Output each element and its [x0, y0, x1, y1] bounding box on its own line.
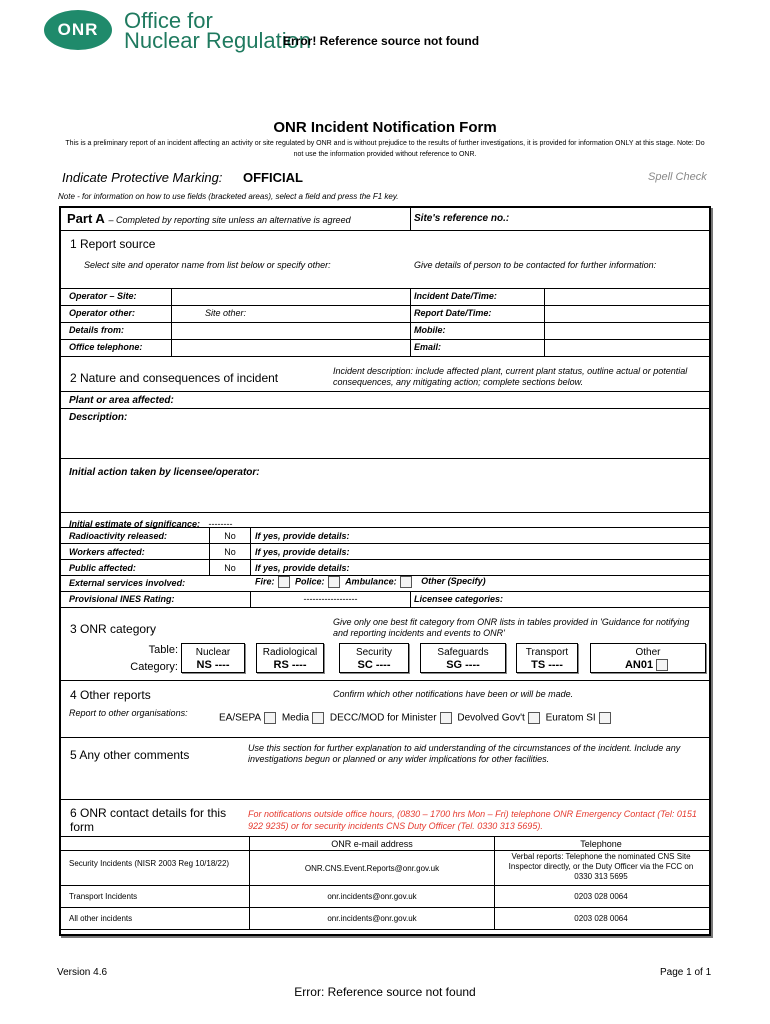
incident-datetime-label: Incident Date/Time: — [414, 291, 497, 301]
category-nuclear-code: NS ---- — [196, 659, 230, 671]
category-transport-code: TS ---- — [531, 659, 563, 671]
part-a-title: Part A — [67, 211, 105, 226]
section-3-heading: 3 ONR category — [70, 622, 157, 636]
category-security[interactable] — [339, 643, 409, 673]
decc-mod-checkbox[interactable] — [440, 712, 452, 724]
section-1-left-hint: Select site and operator name from list below or specify other: — [84, 260, 331, 270]
section-3-hint: Give only one best fit category from ONR lists in tables provided in 'Guidance for notifying and reporting incidents and events to ONR' — [333, 617, 690, 638]
media-checkbox[interactable] — [312, 712, 324, 724]
part-a-header — [67, 211, 351, 226]
part-a-subtitle: – Completed by reporting site unless an alternative is agreed — [108, 215, 351, 225]
operator-other-label: Operator other: — [69, 308, 136, 318]
email-column-header: ONR e-mail address — [331, 839, 413, 849]
significance-row[interactable] — [69, 514, 232, 532]
category-safeguards[interactable] — [420, 643, 506, 673]
ea-sepa-checkbox[interactable] — [264, 712, 276, 724]
external-services-label: External services involved: — [69, 578, 186, 588]
site-reference-field[interactable]: Site's reference no.: — [414, 213, 510, 224]
category-radiological[interactable] — [256, 643, 324, 673]
contact-row-email[interactable]: ONR.CNS.Event.Reports@onr.gov.uk — [304, 864, 440, 873]
section-2-heading: 2 Nature and consequences of incident — [70, 371, 279, 385]
ines-label: Provisional INES Rating: — [69, 594, 175, 604]
category-other-name: Other — [635, 647, 661, 658]
significance-value[interactable]: -------- — [208, 519, 233, 529]
phone-column-header: Telephone — [580, 839, 622, 849]
logo-text-line1: Office for — [124, 8, 213, 33]
email-label: Email: — [414, 342, 442, 352]
section-4-heading: 4 Other reports — [70, 688, 151, 702]
contact-row-type: All other incidents — [69, 914, 133, 923]
office-telephone-label: Office telephone: — [69, 342, 143, 352]
category-other-code: AN01 — [624, 659, 654, 671]
header-error-ref: Error! Reference source not found — [283, 34, 480, 48]
contact-row-email[interactable]: onr.incidents@onr.gov.uk — [327, 892, 417, 901]
intro-text: This is a preliminary report of an incident affecting an activity or site regulated by ONR and is without prejudice to the results of further investigations, it is provided for information ONLY at this stage. Note: Do not use the information provided without reference to ONR. — [65, 140, 705, 158]
category-radiological-name: Radiological — [262, 647, 318, 658]
mobile-label: Mobile: — [414, 325, 446, 335]
category-safeguards-name: Safeguards — [437, 647, 489, 658]
incident-datetime-input[interactable] — [546, 290, 708, 304]
decc-mod-label: DECC/MOD for Minister — [329, 712, 437, 724]
category-nuclear[interactable] — [181, 643, 245, 673]
footer-error-ref: Error: Reference source not found — [294, 985, 476, 999]
category-other-checkbox[interactable] — [656, 659, 668, 671]
public-details[interactable]: If yes, provide details: — [255, 563, 350, 573]
section-5-heading: 5 Any other comments — [70, 748, 190, 762]
onr-logo: ONR — [44, 10, 112, 50]
operator-site-input[interactable] — [173, 290, 409, 304]
site-other-label: Site other: — [205, 308, 247, 318]
section-5-hint: Use this section for further explanation to aid understanding of the circumstances of the incident. Include any investigations begun or planned or any wider implications for other facilities. — [248, 743, 681, 764]
comments-input[interactable] — [62, 770, 708, 798]
category-other[interactable] — [590, 643, 706, 673]
page-number: Page 1 of 1 — [660, 967, 712, 978]
category-security-name: Security — [355, 647, 393, 658]
contact-row-type: Security Incidents (NISR 2003 Reg 10/18/22) — [69, 859, 230, 868]
police-checkbox[interactable] — [328, 576, 340, 588]
police-label: Police: — [295, 576, 325, 587]
public-label: Public affected: — [69, 563, 136, 573]
significance-label: Initial estimate of significance: — [69, 519, 201, 529]
ambulance-checkbox[interactable] — [400, 576, 412, 588]
contact-row-phone: 0203 028 0064 — [574, 892, 628, 901]
euratom-checkbox[interactable] — [599, 712, 611, 724]
category-security-code: SC ---- — [357, 659, 391, 671]
ea-sepa-label: EA/SEPA — [219, 712, 262, 724]
version-label: Version 4.6 — [57, 967, 108, 978]
logo-text-line2: Nuclear Regulation — [124, 28, 312, 53]
radioactivity-details[interactable]: If yes, provide details: — [255, 531, 350, 541]
report-datetime-input[interactable] — [546, 307, 708, 321]
section-6-heading: 6 ONR contact details for this form — [70, 806, 227, 834]
workers-details[interactable]: If yes, provide details: — [255, 547, 350, 557]
ines-value[interactable]: ------------------ — [303, 594, 358, 604]
ambulance-label: Ambulance: — [345, 576, 397, 587]
media-label: Media — [281, 712, 310, 724]
operator-site-label: Operator – Site: — [69, 291, 137, 301]
devolved-gov-label: Devolved Gov't — [457, 712, 525, 724]
fire-checkbox[interactable] — [278, 576, 290, 588]
contact-row-phone: 0203 028 0064 — [574, 914, 628, 923]
mobile-input[interactable] — [546, 324, 708, 338]
devolved-gov-checkbox[interactable] — [528, 712, 540, 724]
category-transport-name: Transport — [525, 647, 569, 658]
radioactivity-value[interactable]: No — [224, 531, 236, 541]
category-safeguards-code: SG ---- — [446, 659, 480, 671]
public-value[interactable]: No — [224, 563, 236, 573]
section-2-hint: Incident description: include affected plant, current plant status, outline actual or potential consequences, any mitigating action; complete sections below. — [333, 366, 688, 387]
marking-label: Indicate Protective Marking: — [62, 170, 223, 185]
email-input[interactable] — [546, 341, 708, 355]
contact-row-phone: Verbal reports: Telephone the nominated CNS Site Inspector directly, or the Duty Officer via the FCC on 0330 313 5695 — [508, 852, 694, 881]
table-label: Table: — [148, 644, 178, 656]
category-nuclear-name: Nuclear — [195, 647, 231, 658]
marking-value[interactable]: OFFICIAL — [243, 170, 303, 185]
licensee-categories-label[interactable]: Licensee categories: — [414, 594, 504, 604]
contact-row-type: Transport Incidents — [69, 892, 138, 901]
category-radiological-code: RS ---- — [273, 659, 307, 671]
contact-row-email[interactable]: onr.incidents@onr.gov.uk — [327, 914, 417, 923]
other-reports-options — [219, 712, 614, 724]
other-specify-label[interactable]: Other (Specify) — [421, 576, 486, 587]
report-datetime-label: Report Date/Time: — [414, 308, 492, 318]
initial-action-label[interactable]: Initial action taken by licensee/operator: — [69, 467, 260, 478]
out-of-hours-notice: For notifications outside office hours, (0830 – 1700 hrs Mon – Fri) telephone ONR Emergency Contact (Tel: 0151 922 9235) or for security incidents CNS Duty Officer (Tel. 0330 313 5695). — [248, 809, 697, 831]
section-1-heading: 1 Report source — [70, 237, 156, 251]
section-4-hint: Confirm which other notifications have been or will be made. — [333, 689, 574, 699]
category-label: Category: — [130, 661, 178, 673]
details-from-label: Details from: — [69, 325, 125, 335]
section-1-right-hint: Give details of person to be contacted for further information: — [414, 260, 657, 270]
fire-label: Fire: — [255, 576, 275, 587]
external-services-options — [255, 576, 486, 588]
workers-label: Workers affected: — [69, 547, 145, 557]
euratom-label: Euratom SI — [545, 712, 596, 724]
form-title: ONR Incident Notification Form — [273, 119, 497, 136]
description-label[interactable]: Description: — [69, 412, 128, 423]
spell-check-button[interactable]: Spell Check — [648, 171, 707, 183]
plant-area-label: Plant or area affected: — [69, 395, 174, 406]
report-other-orgs-label: Report to other organisations: — [69, 708, 188, 718]
category-transport[interactable] — [516, 643, 578, 673]
help-note: Note - for information on how to use fields (bracketed areas), select a field and press the F1 key. — [58, 192, 399, 201]
workers-value[interactable]: No — [224, 547, 236, 557]
radioactivity-label: Radioactivity released: — [69, 531, 168, 541]
